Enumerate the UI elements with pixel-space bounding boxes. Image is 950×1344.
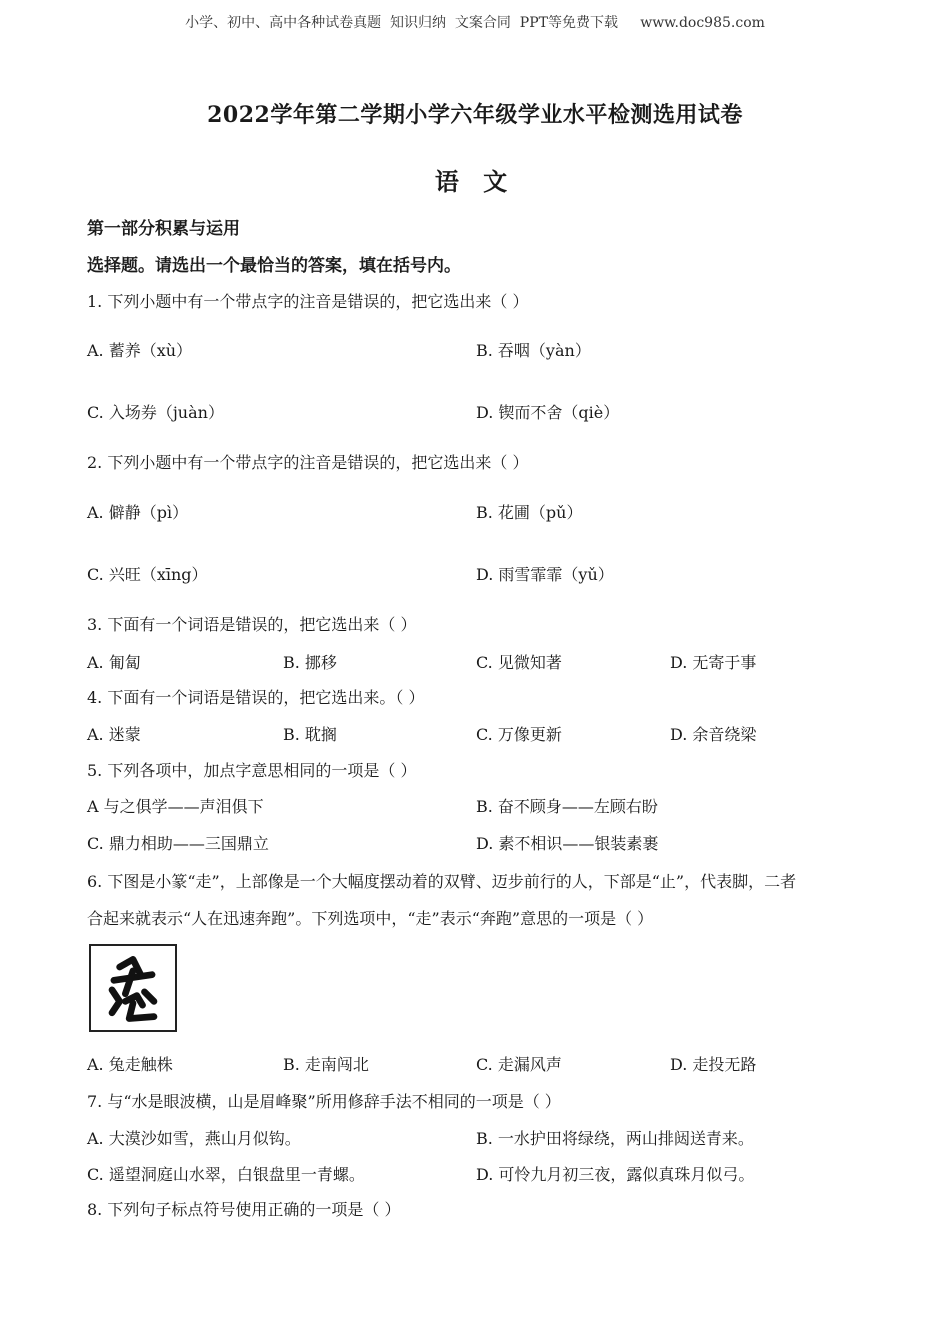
q2-option-b[interactable]: B. 花圃（pǔ） xyxy=(476,503,583,522)
q2-option-c[interactable]: C. 兴旺（xīng） xyxy=(87,565,208,584)
q2-option-d[interactable]: D. 雨雪霏霏（yǔ） xyxy=(476,565,614,584)
seal-script-glyph xyxy=(91,946,175,1030)
q1-option-c[interactable]: C. 入场券（juàn） xyxy=(87,403,224,422)
q6-option-b[interactable]: B. 走南闯北 xyxy=(283,1055,369,1074)
q3-option-c[interactable]: C. 见微知著 xyxy=(476,653,562,672)
seal-script-zou-image xyxy=(89,944,177,1032)
page-header: 小学、初中、高中各种试卷真题 知识归纳 文案合同 PPT等免费下载 www.doc985.com xyxy=(185,15,765,31)
q7-option-d[interactable]: D. 可怜九月初三夜，露似真珠月似弓。 xyxy=(476,1165,755,1184)
subject-title: 语 文 xyxy=(434,167,516,196)
question-8-stem: 8. 下列句子标点符号使用正确的一项是（ ） xyxy=(87,1200,401,1219)
question-6-stem-cont: 合起来就表示“人在迅速奔跑”。下列选项中，“走”表示“奔跑”意思的一项是（ ） xyxy=(87,909,654,928)
q7-option-a[interactable]: A. 大漠沙如雪，燕山月似钩。 xyxy=(87,1129,301,1148)
q4-option-b[interactable]: B. 耽搁 xyxy=(283,725,337,744)
q3-option-d[interactable]: D. 无寄于事 xyxy=(670,653,757,672)
q5-option-c[interactable]: C. 鼎力相助——三国鼎立 xyxy=(87,834,269,853)
q5-option-b[interactable]: B. 奋不顾身——左顾右盼 xyxy=(476,797,658,816)
q1-option-a[interactable]: A. 蓄养（xù） xyxy=(87,341,193,360)
section-heading: 第一部分积累与运用 xyxy=(87,219,240,239)
instruction: 选择题。请选出一个最恰当的答案，填在括号内。 xyxy=(87,256,461,276)
q2-option-a[interactable]: A. 僻静（pì） xyxy=(87,503,189,522)
question-7-stem: 7. 与“水是眼波横，山是眉峰聚”所用修辞手法不相同的一项是（ ） xyxy=(87,1092,561,1111)
q7-option-b[interactable]: B. 一水护田将绿绕，两山排闼送青来。 xyxy=(476,1129,754,1148)
question-3-stem: 3. 下面有一个词语是错误的，把它选出来（ ） xyxy=(87,615,417,634)
q7-option-c[interactable]: C. 遥望洞庭山水翠，白银盘里一青螺。 xyxy=(87,1165,365,1184)
question-2-stem: 2. 下列小题中有一个带点字的注音是错误的，把它选出来（ ） xyxy=(87,453,529,472)
q4-option-a[interactable]: A. 迷蒙 xyxy=(87,725,141,744)
q1-option-b[interactable]: B. 吞咽（yàn） xyxy=(476,341,591,360)
exam-title: 2022学年第二学期小学六年级学业水平检测选用试卷 xyxy=(207,102,743,128)
q6-option-a[interactable]: A. 兔走触株 xyxy=(87,1055,173,1074)
q5-option-a[interactable]: A 与之俱学——声泪俱下 xyxy=(87,797,264,816)
q3-option-b[interactable]: B. 挪移 xyxy=(283,653,337,672)
q4-option-c[interactable]: C. 万像更新 xyxy=(476,725,562,744)
q5-option-d[interactable]: D. 素不相识——银装素裹 xyxy=(476,834,659,853)
question-4-stem: 4. 下面有一个词语是错误的，把它选出来。（ ） xyxy=(87,688,425,707)
question-1-stem: 1. 下列小题中有一个带点字的注音是错误的，把它选出来（ ） xyxy=(87,292,529,311)
q6-option-d[interactable]: D. 走投无路 xyxy=(670,1055,757,1074)
question-5-stem: 5. 下列各项中，加点字意思相同的一项是（ ） xyxy=(87,761,417,780)
q6-option-c[interactable]: C. 走漏风声 xyxy=(476,1055,562,1074)
question-6-stem: 6. 下图是小篆“走”，上部像是一个大幅度摆动着的双臂、迈步前行的人，下部是“止”，代表脚，二者 xyxy=(87,872,797,891)
q3-option-a[interactable]: A. 匍匐 xyxy=(87,653,141,672)
q4-option-d[interactable]: D. 余音绕梁 xyxy=(670,725,757,744)
q1-option-d[interactable]: D. 锲而不舍（qiè） xyxy=(476,403,620,422)
